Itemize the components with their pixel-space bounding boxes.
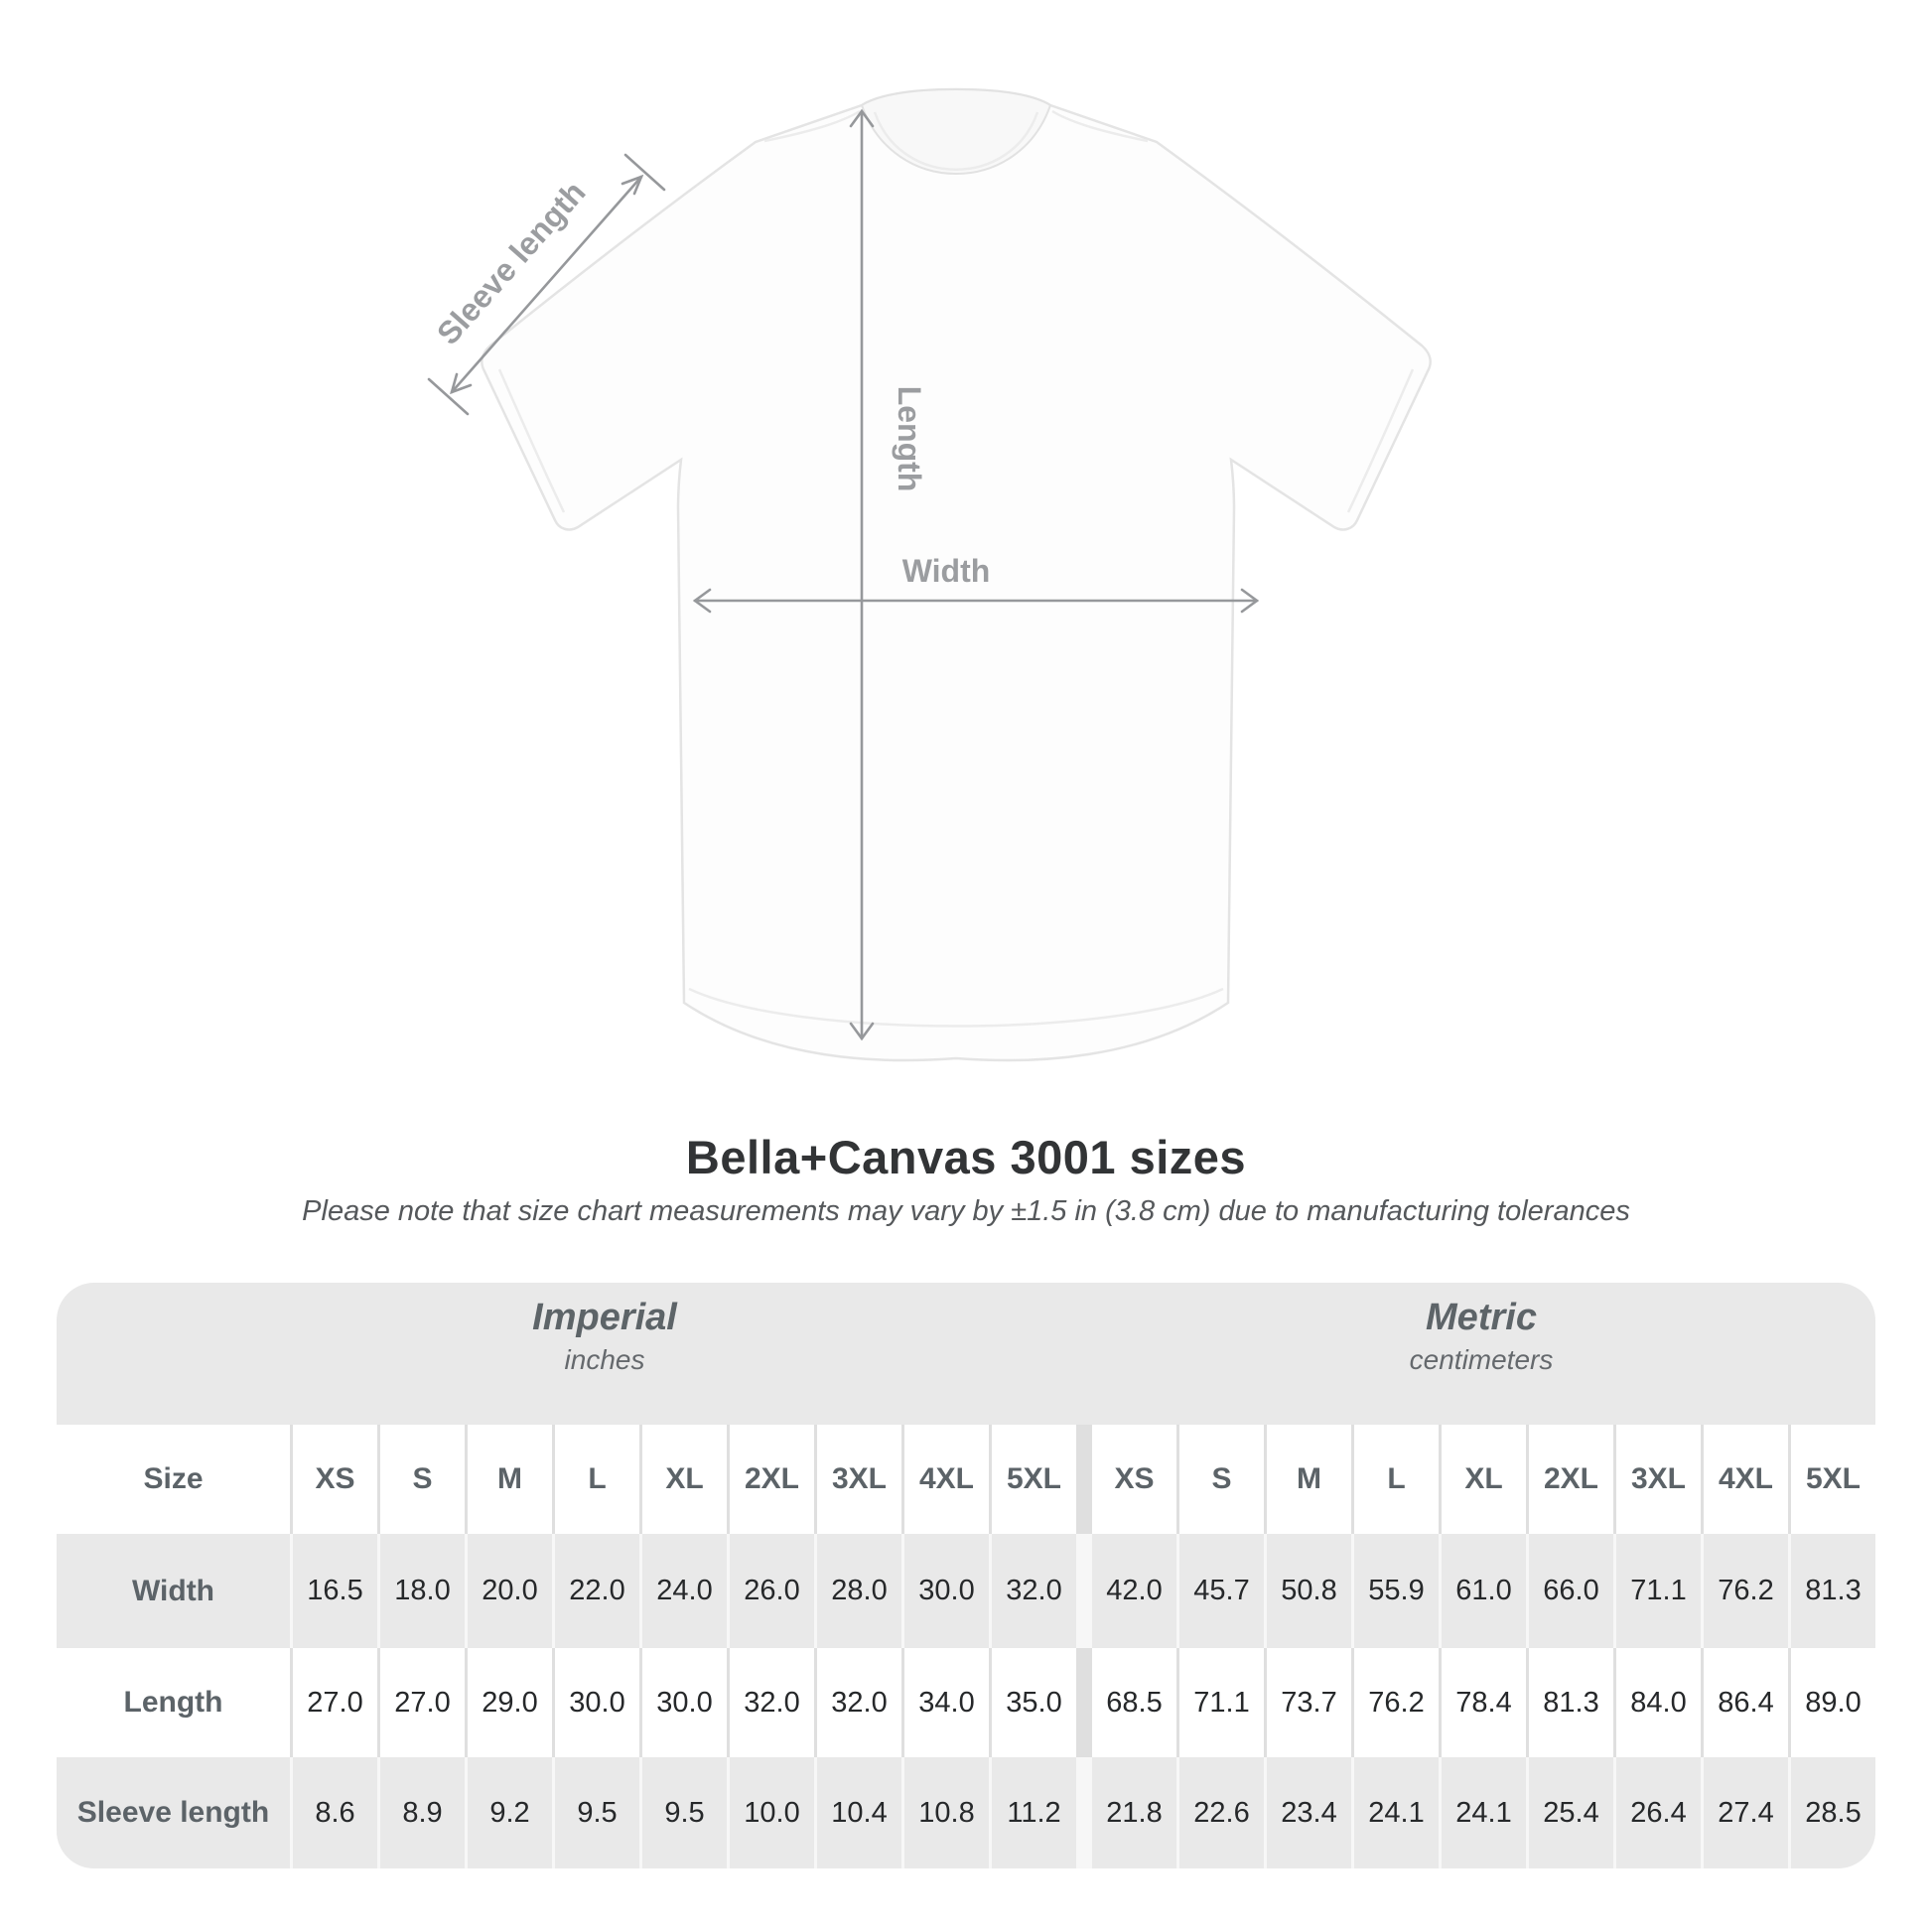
value-cell: 76.2 bbox=[1704, 1534, 1788, 1648]
page-title: Bella+Canvas 3001 sizes bbox=[685, 1131, 1247, 1183]
value-cell: 81.3 bbox=[1791, 1534, 1875, 1648]
col-header-metric-5xl: 5XL bbox=[1791, 1425, 1875, 1534]
value-cell: 89.0 bbox=[1791, 1648, 1875, 1757]
value-cell: 34.0 bbox=[904, 1648, 989, 1757]
value-cell: 84.0 bbox=[1616, 1648, 1701, 1757]
section-divider bbox=[1079, 1648, 1089, 1757]
value-cell: 24.0 bbox=[642, 1534, 727, 1648]
value-cell: 30.0 bbox=[904, 1534, 989, 1648]
col-header-imperial-xs: XS bbox=[293, 1425, 377, 1534]
col-header-metric-2xl: 2XL bbox=[1529, 1425, 1613, 1534]
value-cell: 29.0 bbox=[468, 1648, 552, 1757]
value-cell: 66.0 bbox=[1529, 1534, 1613, 1648]
tolerance-note: Please note that size chart measurements may vary by ±1.5 in (3.8 cm) due to manufacturing tolerances bbox=[302, 1195, 1630, 1227]
col-header-metric-xl: XL bbox=[1442, 1425, 1526, 1534]
row-width bbox=[57, 1534, 1875, 1648]
col-header-imperial-m: M bbox=[468, 1425, 552, 1534]
imperial-label: Imperial bbox=[532, 1297, 677, 1338]
value-cell: 18.0 bbox=[380, 1534, 465, 1648]
value-cell: 8.6 bbox=[293, 1757, 377, 1868]
value-cell: 9.5 bbox=[642, 1757, 727, 1868]
row-length bbox=[57, 1648, 1875, 1757]
col-header-imperial-s: S bbox=[380, 1425, 465, 1534]
col-header-imperial-5xl: 5XL bbox=[992, 1425, 1076, 1534]
value-cell: 86.4 bbox=[1704, 1648, 1788, 1757]
value-cell: 8.9 bbox=[380, 1757, 465, 1868]
value-cell: 71.1 bbox=[1179, 1648, 1264, 1757]
col-header-imperial-xl: XL bbox=[642, 1425, 727, 1534]
value-cell: 26.4 bbox=[1616, 1757, 1701, 1868]
value-cell: 81.3 bbox=[1529, 1648, 1613, 1757]
value-cell: 68.5 bbox=[1092, 1648, 1176, 1757]
value-cell: 73.7 bbox=[1267, 1648, 1351, 1757]
value-cell: 76.2 bbox=[1354, 1648, 1439, 1757]
length-label: Length bbox=[892, 385, 927, 492]
value-cell: 78.4 bbox=[1442, 1648, 1526, 1757]
imperial-section-header bbox=[532, 1299, 677, 1374]
col-header-imperial-4xl: 4XL bbox=[904, 1425, 989, 1534]
value-cell: 30.0 bbox=[642, 1648, 727, 1757]
value-cell: 32.0 bbox=[992, 1534, 1076, 1648]
col-header-metric-xs: XS bbox=[1092, 1425, 1176, 1534]
col-header-metric-l: L bbox=[1354, 1425, 1439, 1534]
metric-unit: centimeters bbox=[1409, 1344, 1554, 1375]
value-cell: 35.0 bbox=[992, 1648, 1076, 1757]
section-divider bbox=[1079, 1425, 1089, 1534]
value-cell: 32.0 bbox=[817, 1648, 901, 1757]
value-cell: 45.7 bbox=[1179, 1534, 1264, 1648]
col-header-metric-3xl: 3XL bbox=[1616, 1425, 1701, 1534]
value-cell: 22.0 bbox=[555, 1534, 639, 1648]
value-cell: 23.4 bbox=[1267, 1757, 1351, 1868]
value-cell: 9.2 bbox=[468, 1757, 552, 1868]
col-header-metric-4xl: 4XL bbox=[1704, 1425, 1788, 1534]
value-cell: 24.1 bbox=[1354, 1757, 1439, 1868]
value-cell: 10.4 bbox=[817, 1757, 901, 1868]
value-cell: 11.2 bbox=[992, 1757, 1076, 1868]
size-table bbox=[57, 1283, 1875, 1868]
col-header-imperial-3xl: 3XL bbox=[817, 1425, 901, 1534]
section-divider bbox=[1079, 1534, 1089, 1648]
value-cell: 27.4 bbox=[1704, 1757, 1788, 1868]
value-cell: 21.8 bbox=[1092, 1757, 1176, 1868]
metric-section-header bbox=[1410, 1299, 1554, 1374]
width-label: Width bbox=[901, 553, 991, 589]
value-cell: 26.0 bbox=[730, 1534, 814, 1648]
table-rows bbox=[57, 1425, 1875, 1868]
value-cell: 24.1 bbox=[1442, 1757, 1526, 1868]
col-header-imperial-l: L bbox=[555, 1425, 639, 1534]
sleeve-length-label: Sleeve length bbox=[429, 174, 593, 351]
metric-label: Metric bbox=[1426, 1297, 1537, 1338]
value-cell: 27.0 bbox=[293, 1648, 377, 1757]
value-cell: 30.0 bbox=[555, 1648, 639, 1757]
value-cell: 50.8 bbox=[1267, 1534, 1351, 1648]
value-cell: 10.8 bbox=[904, 1757, 989, 1868]
size-header-row bbox=[57, 1425, 1875, 1534]
section-divider bbox=[1079, 1757, 1089, 1868]
unit-band bbox=[57, 1283, 1875, 1425]
value-cell: 27.0 bbox=[380, 1648, 465, 1757]
value-cell: 61.0 bbox=[1442, 1534, 1526, 1648]
row-sleeve-length bbox=[57, 1757, 1875, 1868]
row-label: Width bbox=[57, 1534, 290, 1648]
col-header-imperial-2xl: 2XL bbox=[730, 1425, 814, 1534]
value-cell: 25.4 bbox=[1529, 1757, 1613, 1868]
value-cell: 22.6 bbox=[1179, 1757, 1264, 1868]
value-cell: 9.5 bbox=[555, 1757, 639, 1868]
row-label: Length bbox=[57, 1648, 290, 1757]
row-label: Sleeve length bbox=[57, 1757, 290, 1868]
value-cell: 16.5 bbox=[293, 1534, 377, 1648]
col-header-metric-m: M bbox=[1267, 1425, 1351, 1534]
value-cell: 32.0 bbox=[730, 1648, 814, 1757]
value-cell: 42.0 bbox=[1092, 1534, 1176, 1648]
value-cell: 28.0 bbox=[817, 1534, 901, 1648]
value-cell: 10.0 bbox=[730, 1757, 814, 1868]
value-cell: 55.9 bbox=[1354, 1534, 1439, 1648]
value-cell: 71.1 bbox=[1616, 1534, 1701, 1648]
corner-label: Size bbox=[57, 1425, 290, 1534]
col-header-metric-s: S bbox=[1179, 1425, 1264, 1534]
value-cell: 20.0 bbox=[468, 1534, 552, 1648]
imperial-unit: inches bbox=[564, 1344, 645, 1375]
value-cell: 28.5 bbox=[1791, 1757, 1875, 1868]
